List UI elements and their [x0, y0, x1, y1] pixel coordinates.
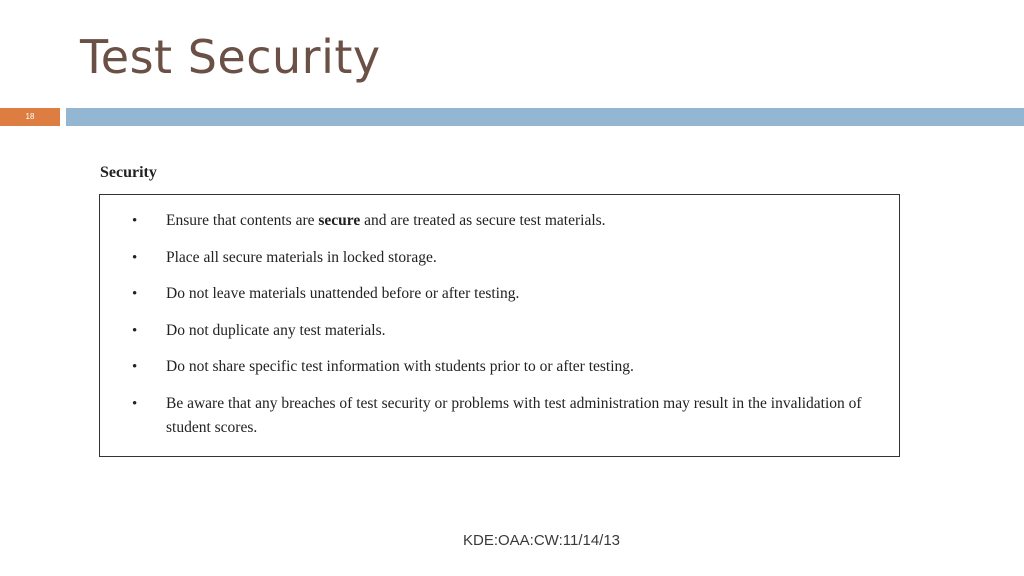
- bullet-icon: •: [132, 249, 138, 266]
- section-heading: Security: [100, 164, 157, 181]
- slide-number: 18: [0, 108, 60, 126]
- item-text: Do not share specific test information with students prior to or after testing.: [166, 358, 634, 375]
- item-text-tail: and are treated as secure test materials.: [360, 212, 606, 229]
- list-item: [100, 282, 899, 306]
- bullet-icon: •: [132, 322, 138, 339]
- slide-title: Test Security: [80, 30, 381, 84]
- item-text: Ensure that contents are: [166, 212, 319, 229]
- list-item: [100, 355, 899, 379]
- list-item: [100, 319, 899, 343]
- bullet-icon: •: [132, 213, 138, 229]
- security-box: [99, 194, 900, 457]
- item-text: Place all secure materials in locked storage.: [166, 248, 437, 266]
- bullet-icon: •: [132, 286, 138, 302]
- title-accent-bar: [66, 108, 1024, 126]
- item-text-bold: secure: [318, 212, 361, 229]
- list-item: [100, 392, 899, 440]
- item-text: Do not duplicate any test materials.: [166, 321, 386, 339]
- item-text: Be aware that any breaches of test security or problems with test administration may result in the invalidation of student scores.: [166, 394, 862, 436]
- footer-text: KDE:OAA:CW:11/14/13: [463, 532, 621, 549]
- list-item: [100, 209, 899, 233]
- bullet-icon: •: [132, 395, 138, 412]
- security-list: [100, 209, 899, 452]
- item-text: Do not leave materials unattended before or after testing.: [166, 285, 520, 302]
- bullet-icon: •: [132, 359, 138, 375]
- list-item: [100, 246, 899, 270]
